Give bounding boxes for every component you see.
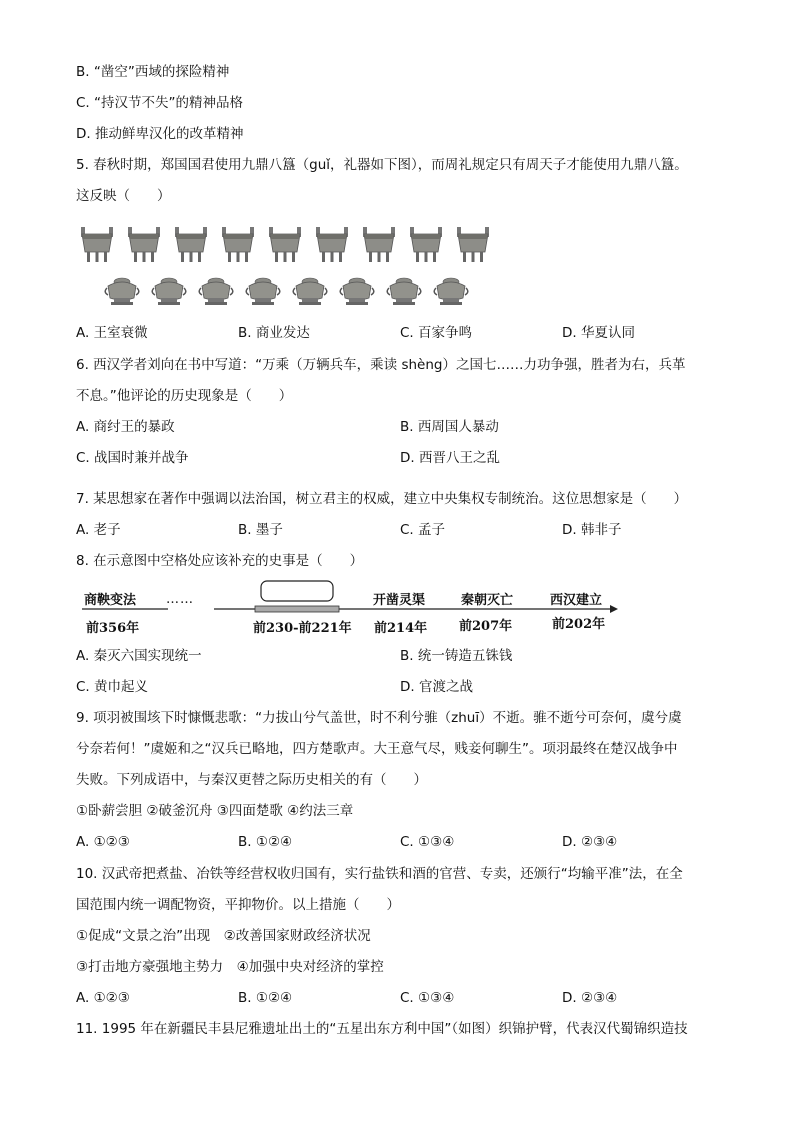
q7-stem-line1: 7. 某思想家在著作中强调以法治国，树立君主的权威，建立中央集权专制统治。这位思想家是（ ） xyxy=(76,491,688,507)
q10-option-d: D. ②③④ xyxy=(562,990,618,1006)
ding-row xyxy=(81,227,489,262)
q9-option-a: A. ①②③ xyxy=(76,834,130,850)
q6-stem-line2: 不息。”他评论的历史现象是（ ） xyxy=(76,388,293,404)
q9-stem-line4: ①卧薪尝胆 ②破釜沉舟 ③四面楚歌 ④约法三章 xyxy=(76,803,354,819)
q9-stem-line1: 9. 项羽被围垓下时慷慨悲歌：“力拔山兮气盖世，时不利兮骓（zhuī）不逝。骓不逝兮可奈何，虞兮虞 xyxy=(76,710,682,726)
q9-stem-line2: 兮奈若何！”虞姬和之“汉兵已略地，四方楚歌声。大王意气尽，贱妾何聊生”。项羽最终在楚汉战争中 xyxy=(76,741,678,757)
q8-option-a: A. 秦灭六国实现统一 xyxy=(76,648,202,664)
q10-stem-line1: 10. 汉武帝把煮盐、冶铁等经营权收归国有，实行盐铁和酒的官营、专卖，还颁行“均输平准”法，在全 xyxy=(76,866,683,882)
q7-option-c: C. 孟子 xyxy=(400,522,446,538)
bronze-vessels-image xyxy=(76,220,496,310)
gui-row xyxy=(105,278,468,305)
q7-option-a: A. 老子 xyxy=(76,522,121,538)
q11-stem-line1: 11. 1995 年在新疆民丰县尼雅遗址出土的“五星出东方利中国”（如图）织锦护臂，代表汉代蜀锦织造技 xyxy=(76,1021,688,1037)
q10-stem-line2: 国范围内统一调配物资，平抑物价。以上措施（ ） xyxy=(76,897,400,913)
q10-option-a: A. ①②③ xyxy=(76,990,130,1006)
prev-option-c: C. “持汉节不失”的精神品格 xyxy=(76,95,243,111)
timeline-dots: …… xyxy=(166,592,194,607)
q6-option-d: D. 西晋八王之乱 xyxy=(400,450,500,466)
q10-stem-line3: ①促成“文景之治”出现 ②改善国家财政经济状况 xyxy=(76,928,371,944)
q8-option-c: C. 黄巾起义 xyxy=(76,679,149,695)
q8-option-b: B. 统一铸造五铢钱 xyxy=(400,648,513,664)
q6-option-c: C. 战国时兼并战争 xyxy=(76,450,189,466)
prev-option-b: B. “凿空”西域的探险精神 xyxy=(76,64,230,80)
q5-option-b: B. 商业发达 xyxy=(238,325,310,341)
q10-option-c: C. ①③④ xyxy=(400,990,455,1006)
q5-option-d: D. 华夏认同 xyxy=(562,325,635,341)
timeline-date-230-221: 前230-前221年 xyxy=(253,621,352,636)
q9-option-b: B. ①②④ xyxy=(238,834,293,850)
timeline-axis xyxy=(80,578,620,618)
q6-option-b: B. 西周国人暴动 xyxy=(400,419,499,435)
q10-stem-line4: ③打击地方豪强地主势力 ④加强中央对经济的掌控 xyxy=(76,959,384,975)
q6-stem-line1: 6. 西汉学者刘向在书中写道：“万乘（万辆兵车，乘读 shèng）之国七……力功争强，胜者为右，兵革 xyxy=(76,357,686,373)
timeline-label-xihan: 西汉建立 xyxy=(550,593,603,608)
q5-stem-line1: 5. 春秋时期，郑国国君使用九鼎八簋（guǐ，礼器如下图），而周礼规定只有周天子才能使用九鼎八簋。 xyxy=(76,157,688,173)
q10-option-b: B. ①②④ xyxy=(238,990,293,1006)
timeline-date-207: 前207年 xyxy=(459,619,513,634)
timeline-date-214: 前214年 xyxy=(374,621,428,636)
q7-option-b: B. 墨子 xyxy=(238,522,283,538)
q6-option-a: A. 商纣王的暴政 xyxy=(76,419,175,435)
q8-option-d: D. 官渡之战 xyxy=(400,679,473,695)
q9-option-c: C. ①③④ xyxy=(400,834,455,850)
q5-option-c: C. 百家争鸣 xyxy=(400,325,473,341)
timeline-date-202: 前202年 xyxy=(552,617,606,632)
q7-option-d: D. 韩非子 xyxy=(562,522,622,538)
timeline-label-lingqu: 开凿灵渠 xyxy=(373,593,426,608)
q8-stem-line1: 8. 在示意图中空格处应该补充的史事是（ ） xyxy=(76,553,364,569)
q5-option-a: A. 王室衰微 xyxy=(76,325,148,341)
q9-stem-line3: 失败。下列成语中，与秦汉更替之际历史相关的有（ ） xyxy=(76,772,427,788)
q5-stem-line2: 这反映（ ） xyxy=(76,188,171,204)
timeline-label-shangyang: 商鞅变法 xyxy=(84,593,137,608)
q9-option-d: D. ②③④ xyxy=(562,834,618,850)
prev-option-d: D. 推动鲜卑汉化的改革精神 xyxy=(76,126,244,142)
timeline-date-356: 前356年 xyxy=(86,621,140,636)
timeline-label-qin-fall: 秦朝灭亡 xyxy=(461,593,514,608)
